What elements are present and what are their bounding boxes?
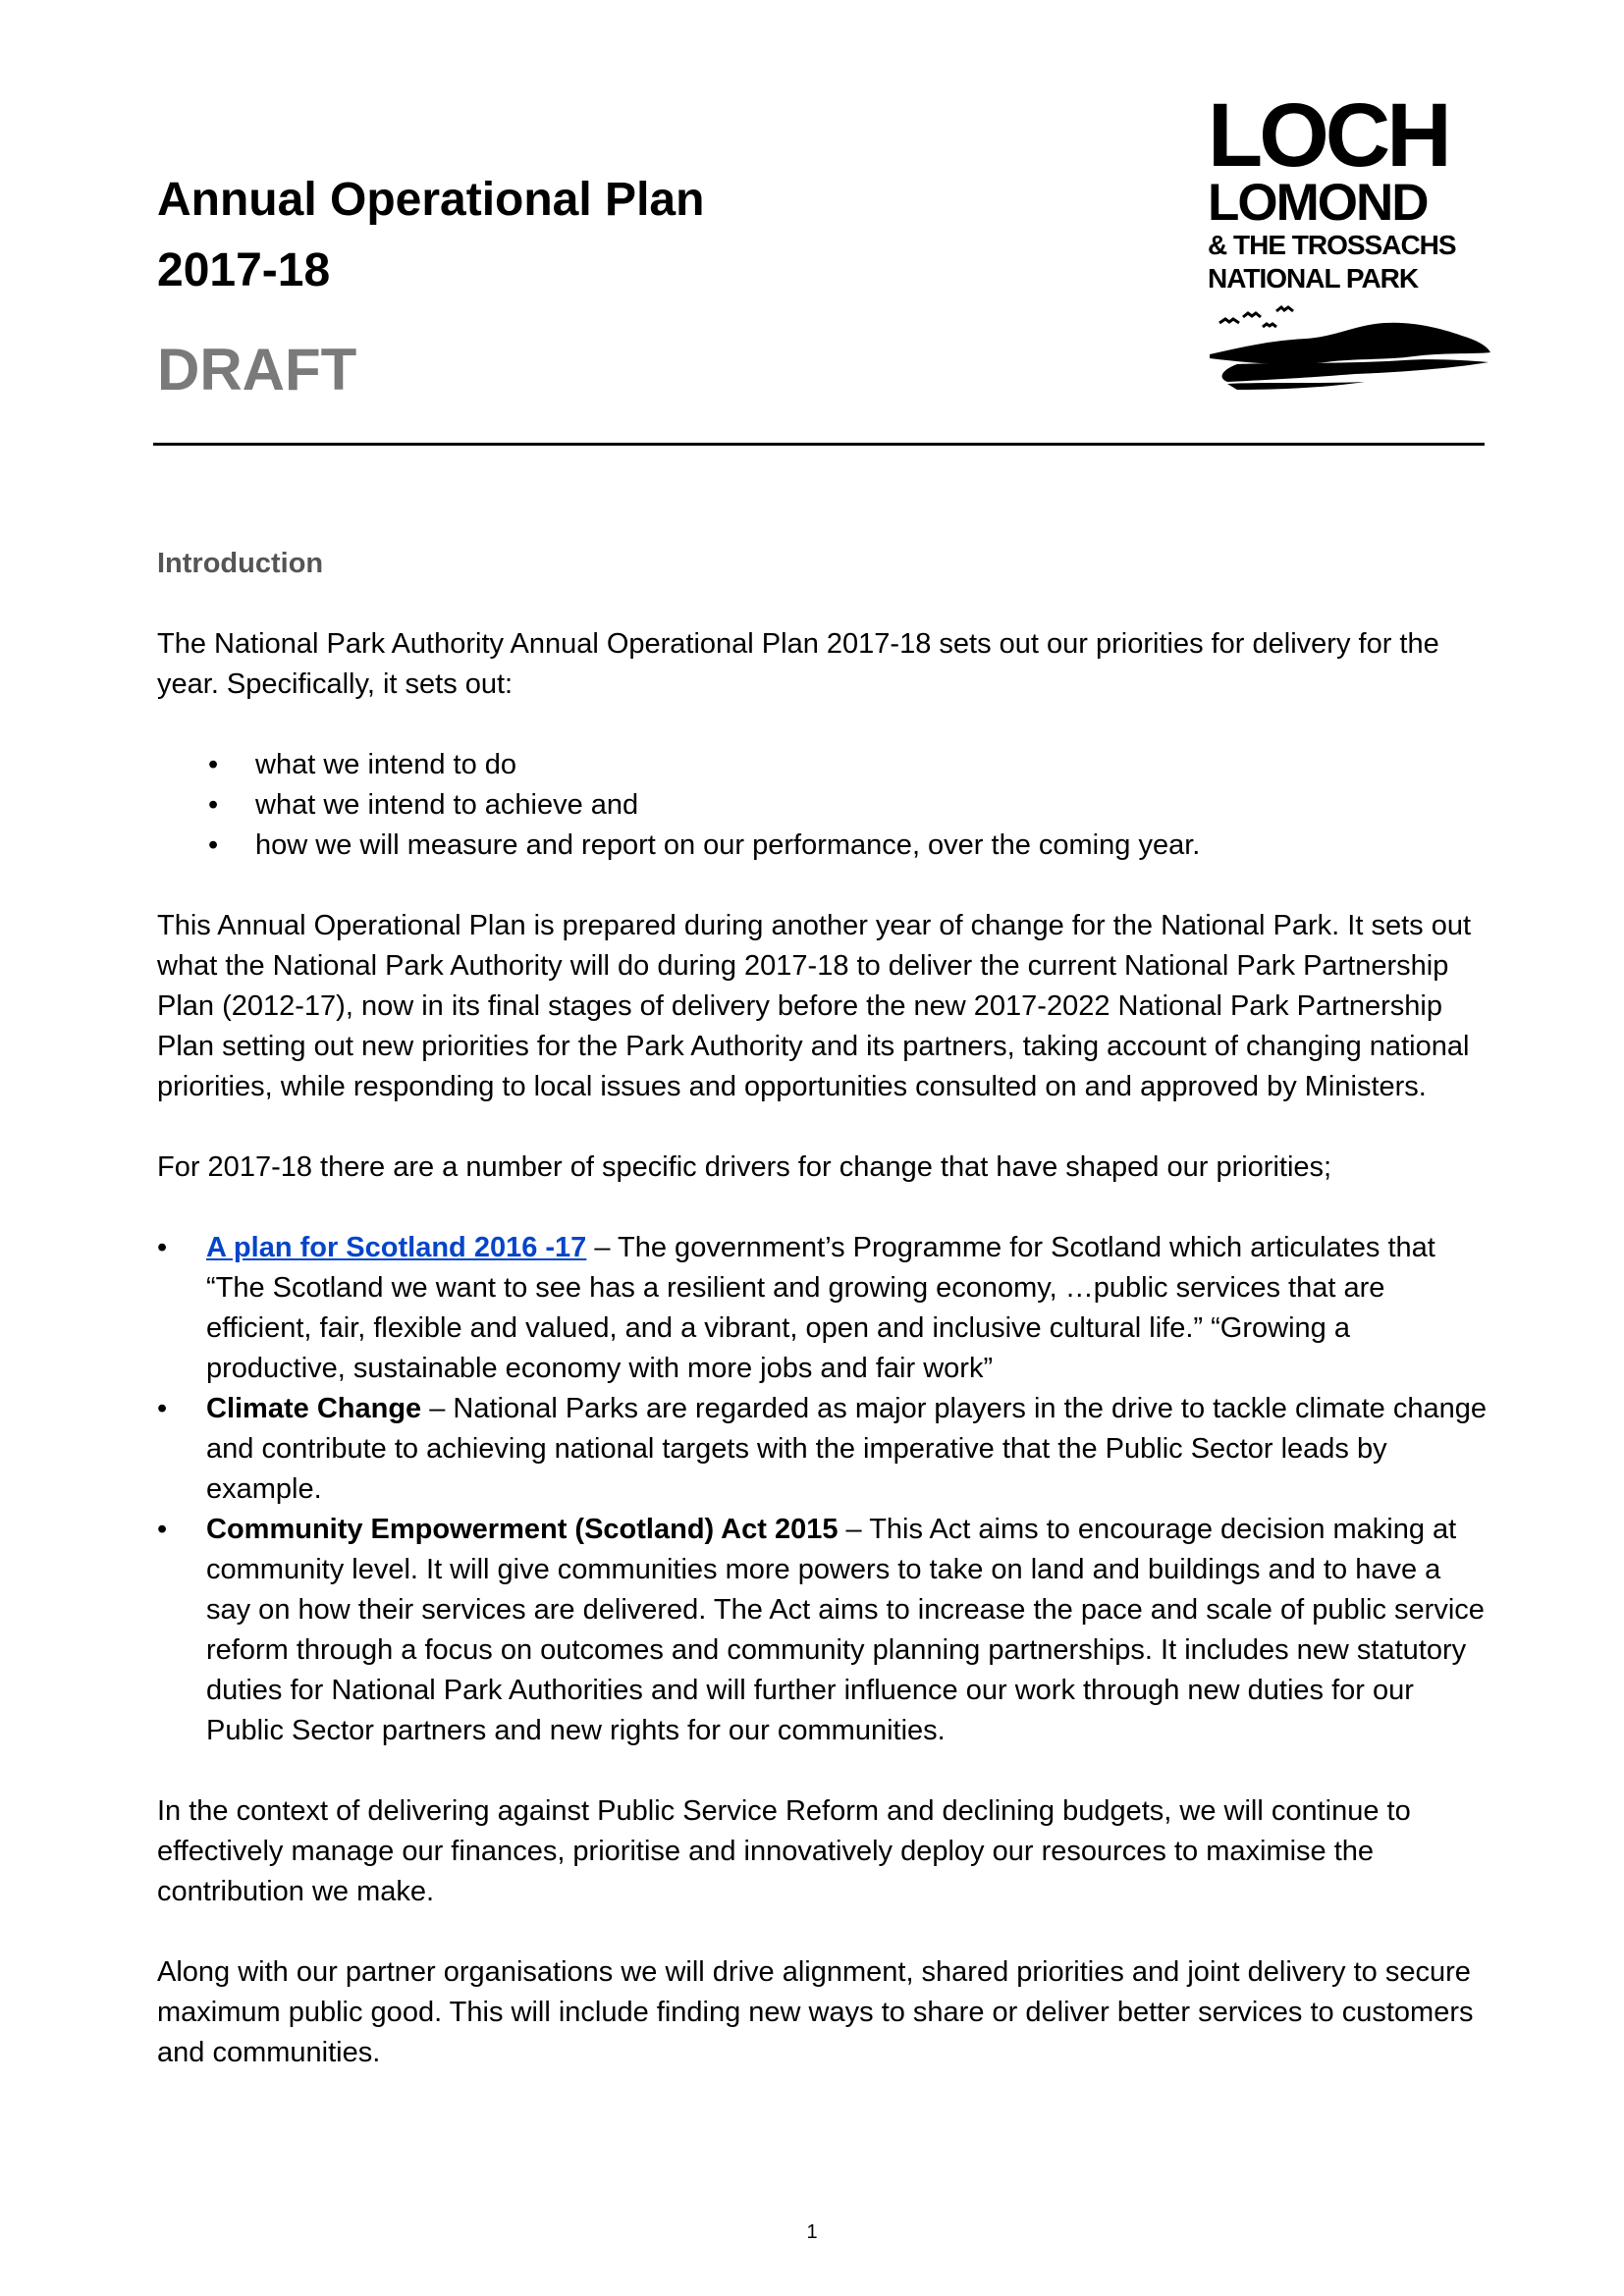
intro-bullet-list: [157, 745, 1492, 866]
section-heading-introduction: Introduction: [157, 548, 324, 579]
list-item-text: what we intend to achieve and: [255, 789, 639, 821]
list-item: [157, 1228, 1492, 1389]
driver-text: – This Act aims to encourage decision making at community level. It will give communities more powers to take on land and buildings and to have a say on how their services are delivered. The Act aims to increase the pace and scale of public service reform through a focus on outcomes and community planning partnerships. It includes new statutory duties for National Park Authorities and will further influence our work through new duties for our Public Sector partners and new rights for our communities.: [206, 1514, 1485, 1746]
logo-line2: LOMOND: [1208, 174, 1428, 232]
driver-text: – The government’s Programme for Scotland which articulates that “The Scotland we want to see has a resilient and growing economy, …public services that are efficient, fair, flexible and valued, and a vibrant, open and inclusive cultural life.” “Growing a productive, sustainable economy with more jobs and fair work”: [206, 1232, 1435, 1384]
list-item: [157, 826, 1492, 866]
document-title-line2: 2017-18: [157, 244, 331, 296]
bullet-icon: •: [157, 1393, 168, 1424]
bullet-icon: •: [157, 1232, 168, 1263]
document-title-line1: Annual Operational Plan: [157, 174, 705, 226]
list-item: [157, 745, 1492, 785]
title-block: [157, 165, 704, 306]
bullet-icon: •: [208, 789, 219, 821]
intro-paragraph-2: This Annual Operational Plan is prepared during another year of change for the National Park. It sets out what the National Park Authority will do during 2017-18 to deliver the current National Park Partnership Plan (2012-17), now in its final stages of delivery before the new 2017-2022 National Park Partnership Plan setting out new priorities for the Park Authority and its partners, taking account of changing national priorities, while responding to local issues and opportunities consulted on and approved by Ministers.: [157, 910, 1472, 1102]
driver-text: – National Parks are regarded as major players in the drive to tackle climate change and contribute to achieving national targets with the imperative that the Public Sector leads by example.: [206, 1393, 1487, 1505]
draft-label: DRAFT: [157, 337, 357, 402]
header-divider: [153, 443, 1485, 446]
list-item-text: what we intend to do: [255, 749, 517, 780]
list-item: [157, 1510, 1492, 1751]
list-item-text: how we will measure and report on our performance, over the coming year.: [255, 829, 1201, 861]
logo-line1: LOCH: [1208, 85, 1448, 186]
intro-paragraph-1: The National Park Authority Annual Operational Plan 2017-18 sets out our priorities for delivery for the year. Specifically, it sets out:: [157, 628, 1439, 700]
list-item: [157, 1389, 1492, 1510]
page-number: 1: [806, 2221, 818, 2243]
intro-paragraph-3: For 2017-18 there are a number of specific drivers for change that have shaped our priorities;: [157, 1151, 1332, 1183]
birds-over-loch-mountain-icon: [1208, 303, 1492, 392]
intro-paragraph-4: In the context of delivering against Public Service Reform and declining budgets, we will continue to effectively manage our finances, prioritise and innovatively deploy our resources to maximise the contribution we make.: [157, 1795, 1411, 1907]
list-item: [157, 785, 1492, 826]
driver-title: Climate Change: [206, 1393, 422, 1424]
document-body: [157, 544, 1492, 2113]
driver-title: Community Empowerment (Scotland) Act 2015: [206, 1514, 839, 1545]
logo-line3: & THE TROSSACHS: [1208, 230, 1456, 260]
drivers-list: [157, 1228, 1492, 1751]
national-park-logo: [1208, 85, 1492, 407]
intro-paragraph-5: Along with our partner organisations we will drive alignment, shared priorities and joint delivery to secure maximum public good. This will include finding new ways to share or deliver better services to customers and communities.: [157, 1956, 1474, 2068]
logo-line4: NATIONAL PARK: [1208, 263, 1419, 294]
plan-for-scotland-link[interactable]: A plan for Scotland 2016 -17: [206, 1232, 587, 1263]
bullet-icon: •: [208, 749, 219, 780]
bullet-icon: •: [157, 1514, 168, 1545]
bullet-icon: •: [208, 829, 219, 861]
